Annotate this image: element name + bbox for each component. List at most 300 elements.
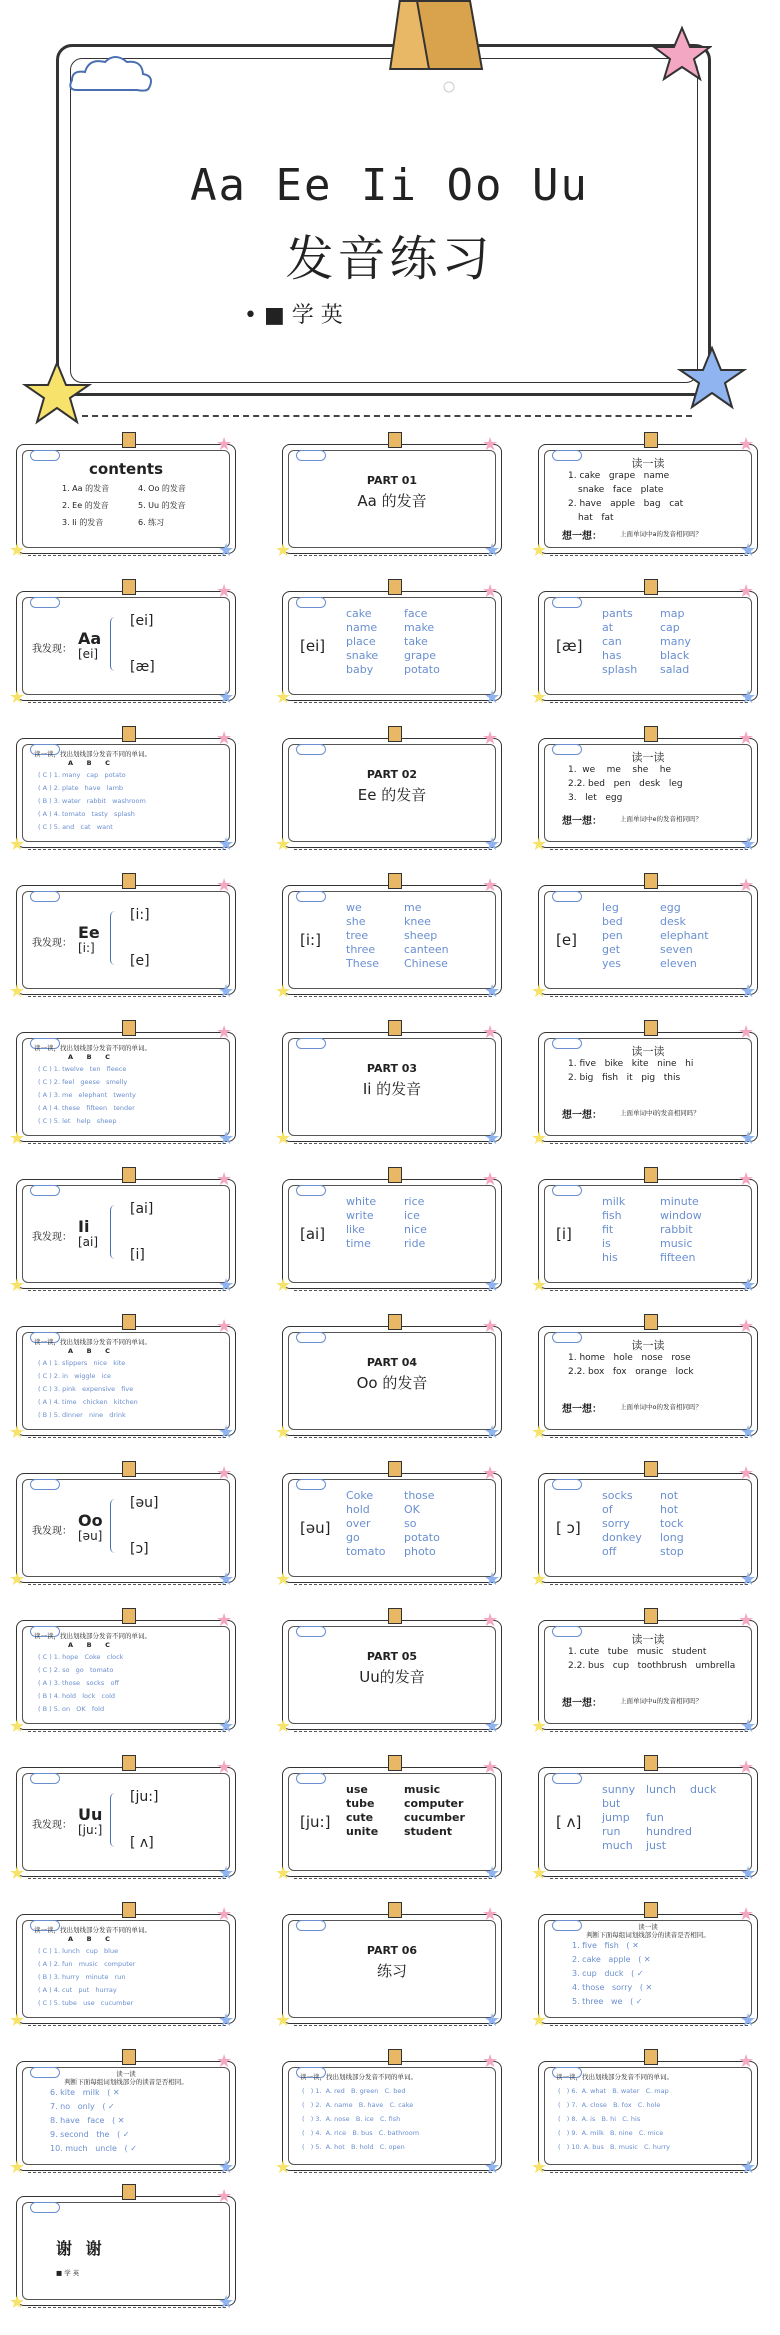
- word: fish: [602, 1209, 622, 1222]
- word: rabbit: [660, 1223, 693, 1236]
- bracket-shape: [110, 1499, 120, 1553]
- star-icon: ★: [216, 2186, 233, 2207]
- word: egg: [660, 901, 681, 914]
- star-icon: ★: [531, 981, 548, 1002]
- word: splash: [602, 663, 638, 676]
- star-icon: ★: [484, 2157, 501, 2178]
- discover-sound: [ju:]: [78, 1823, 103, 1837]
- slide-dashed-line: [28, 1731, 226, 1732]
- star-icon: ★: [275, 1569, 292, 1590]
- contents-item: 5. Uu 的发音: [138, 501, 186, 510]
- star-icon: ★: [740, 2157, 757, 2178]
- slide-dashed-line: [294, 1584, 492, 1585]
- slide-thumbnail[interactable]: [275, 581, 508, 710]
- slide-dashed-line: [28, 555, 226, 556]
- word: write: [346, 1209, 374, 1222]
- star-icon: ★: [738, 434, 755, 455]
- star-icon: ★: [738, 875, 755, 896]
- choose-row: ( A ) 1. slippers nice kite: [38, 1359, 126, 1367]
- choose-row: ( C ) 5. let help sheep: [38, 1117, 117, 1125]
- word: those: [404, 1489, 435, 1502]
- choose-row: ( ) 9. A. milk B. nine C. mice: [558, 2129, 664, 2137]
- star-icon: ★: [484, 2010, 501, 2031]
- contents-item: 2. Ee 的发音: [62, 501, 109, 510]
- slide-dashed-line: [294, 555, 492, 556]
- judge-row: 6. kite milk ( ✕: [50, 2088, 123, 2097]
- slide-thumbnail[interactable]: [275, 434, 508, 563]
- star-icon: ★: [218, 2157, 235, 2178]
- word: rice: [404, 1195, 425, 1208]
- star-icon: ★: [482, 1610, 499, 1631]
- cloud-icon: [296, 450, 326, 461]
- choose-columns: A B C: [68, 1053, 110, 1061]
- word: long: [660, 1531, 684, 1544]
- slide-dashed-line: [550, 1731, 748, 1732]
- word: his: [602, 1251, 618, 1264]
- slide-thumbnail[interactable]: [531, 1463, 764, 1592]
- slide-thumbnail[interactable]: [9, 1904, 242, 2033]
- word: tock: [660, 1517, 684, 1530]
- bracket-shape: [110, 1205, 120, 1259]
- thanks-title: 谢 谢: [56, 2239, 106, 2258]
- cloud-icon: [296, 1479, 326, 1490]
- cloud-icon: [552, 1185, 582, 1196]
- slide-thumbnail[interactable]: [531, 434, 764, 563]
- word: like: [346, 1223, 365, 1236]
- star-icon: ★: [740, 1863, 757, 1884]
- tape-clip-icon: [644, 726, 658, 742]
- slide-thumbnail[interactable]: [9, 434, 242, 563]
- choose-instruction: 读一读，找出划线部分发音不同的单词。: [34, 1926, 151, 1934]
- discover-letter: Uu: [78, 1805, 103, 1824]
- choose-row: ( C ) 2. feel geese smelly: [38, 1078, 128, 1086]
- star-icon: ★: [275, 1863, 292, 1884]
- word: jump: [602, 1811, 630, 1824]
- judge-row: 2. cake apple ( ✕: [572, 1955, 654, 1964]
- slide-thumbnail[interactable]: [9, 581, 242, 710]
- phonetic-symbol: [ ↄ]: [556, 1519, 581, 1537]
- slide-thumbnail[interactable]: [275, 1463, 508, 1592]
- slide-thumbnail[interactable]: [9, 1169, 242, 1298]
- star-icon: ★: [531, 834, 548, 855]
- tape-clip-icon: [388, 726, 402, 742]
- star-icon: ★: [216, 1022, 233, 1043]
- choose-row: ( ) 1. A. red B. green C. bed: [302, 2087, 406, 2095]
- word: white: [346, 1195, 377, 1208]
- slide-dashed-line: [28, 1143, 226, 1144]
- cloud-icon: [552, 891, 582, 902]
- slide-thumbnail[interactable]: [531, 1904, 764, 2033]
- slide-dashed-line: [28, 2025, 226, 2026]
- cloud-icon: [552, 1479, 582, 1490]
- slide-thumbnail[interactable]: [275, 1022, 508, 1151]
- choose-row: ( C ) 1. hope Coke clock: [38, 1653, 124, 1661]
- think-label: 想一想：: [562, 531, 602, 542]
- think-label: 想一想：: [562, 1110, 602, 1121]
- star-icon: ★: [740, 1275, 757, 1296]
- star-icon: ★: [216, 1316, 233, 1337]
- word: off: [602, 1545, 617, 1558]
- star-icon: ★: [738, 1904, 755, 1925]
- star-icon: ★: [531, 687, 548, 708]
- word: tube: [346, 1797, 375, 1810]
- slide-dashed-line: [550, 1143, 748, 1144]
- star-icon: ★: [738, 1463, 755, 1484]
- word: run: [602, 1825, 621, 1838]
- read-line: 1. five bike kite nine hi: [568, 1059, 694, 1069]
- slide-thumbnail[interactable]: [531, 1757, 764, 1886]
- slide-dashed-line: [294, 1290, 492, 1291]
- word: music: [404, 1783, 441, 1796]
- word: cap: [660, 621, 680, 634]
- tape-clip-icon: [388, 432, 402, 448]
- tape-clip-icon: [122, 726, 136, 742]
- bracket-shape: [110, 911, 120, 965]
- read-line: 1. home hole nose rose: [568, 1353, 691, 1363]
- star-icon: ★: [218, 1863, 235, 1884]
- tape-clip-icon: [122, 873, 136, 889]
- star-icon: ★: [275, 2157, 292, 2178]
- choose-row: ( ) 10. A. bus B. music C. hurry: [558, 2143, 671, 2151]
- star-icon: ★: [484, 1422, 501, 1443]
- judge-row: 1. five fish ( ✕: [572, 1941, 642, 1950]
- phonetic-symbol: [æ]: [556, 637, 583, 655]
- star-icon: ★: [275, 834, 292, 855]
- tape-clip-icon: [122, 2049, 136, 2065]
- star-icon: ★: [275, 1275, 292, 1296]
- cloud-icon: [30, 1773, 60, 1784]
- read-title: 读一读: [631, 457, 665, 470]
- slide-thumbnail[interactable]: [275, 1757, 508, 1886]
- word: tomato: [346, 1545, 386, 1558]
- tape-clip-icon: [122, 1020, 136, 1036]
- star-icon: ★: [9, 834, 26, 855]
- slide-thumbnail[interactable]: [531, 581, 764, 710]
- star-icon: ★: [531, 1275, 548, 1296]
- slide-dashed-line: [550, 702, 748, 703]
- contents-item: 4. Oo 的发音: [138, 484, 186, 493]
- discover-sound-2: [ↄ]: [130, 1541, 149, 1557]
- part-label: PART 01: [366, 474, 418, 487]
- star-icon: ★: [216, 875, 233, 896]
- star-icon: ★: [275, 687, 292, 708]
- word: OK: [404, 1503, 420, 1516]
- choose-row: ( C ) 2. in wiggle ice: [38, 1372, 111, 1380]
- tape-clip-icon: [122, 1461, 136, 1477]
- slide-thumbnail[interactable]: [531, 1316, 764, 1445]
- judge-title: 读一读: [116, 2070, 136, 2078]
- star-icon: ★: [484, 540, 501, 561]
- star-icon: ★: [275, 540, 292, 561]
- slide-dashed-line: [550, 1437, 748, 1438]
- slide-thumbnail[interactable]: [531, 875, 764, 1004]
- word: hold: [346, 1503, 370, 1516]
- discover-label: 我发现：: [32, 1820, 72, 1831]
- star-icon: ★: [218, 1569, 235, 1590]
- cloud-icon: [296, 891, 326, 902]
- phonetic-symbol: [ai]: [300, 1225, 326, 1243]
- slide-dashed-line: [294, 2172, 492, 2173]
- star-icon: ★: [482, 1169, 499, 1190]
- star-icon: ★: [216, 1610, 233, 1631]
- slide-thumbnail[interactable]: [9, 728, 242, 857]
- word: sorry: [602, 1517, 630, 1530]
- slide-thumbnail[interactable]: [9, 2051, 242, 2180]
- star-icon: [677, 345, 747, 410]
- slide-thumbnail[interactable]: [275, 2051, 508, 2180]
- choose-instruction: 读一读，找出划线部分发音不同的单词。: [34, 1632, 151, 1640]
- cloud-icon: [30, 597, 60, 608]
- part-name: Aa 的发音: [357, 492, 427, 510]
- discover-letter: Ii: [78, 1217, 90, 1236]
- discover-sound-2: [æ]: [130, 659, 155, 675]
- read-title: 读一读: [631, 751, 665, 764]
- slide-dashed-line: [28, 2307, 226, 2308]
- slide-thumbnail[interactable]: [275, 1316, 508, 1445]
- read-line: 1. we me she he: [568, 765, 672, 775]
- cloud-icon: [296, 1920, 326, 1931]
- read-title: 读一读: [631, 1045, 665, 1058]
- word: at: [602, 621, 614, 634]
- word: music: [660, 1237, 693, 1250]
- cloud-icon: [442, 80, 456, 94]
- star-icon: ★: [216, 1169, 233, 1190]
- word: fit: [602, 1223, 614, 1236]
- star-icon: ★: [531, 540, 548, 561]
- cloud-icon: [30, 2202, 60, 2213]
- read-line: 2. big fish it pig this: [568, 1073, 681, 1083]
- star-icon: ★: [218, 981, 235, 1002]
- word: tree: [346, 929, 369, 942]
- slide-inner-frame: [22, 2202, 230, 2300]
- word: has: [602, 649, 622, 662]
- judge-row: 7. no only ( ✓: [50, 2102, 118, 2111]
- star-icon: ★: [218, 1128, 235, 1149]
- read-title: 读一读: [631, 1633, 665, 1646]
- slide-thumbnail[interactable]: [9, 1463, 242, 1592]
- judge-row: 5. three we ( ✓: [572, 1997, 645, 2006]
- slide-thumbnail[interactable]: [275, 1169, 508, 1298]
- tape-clip-icon: [416, 0, 483, 70]
- discover-sound: [əu]: [78, 1529, 103, 1543]
- slide-thumbnail[interactable]: [275, 1610, 508, 1739]
- star-icon: ★: [9, 1275, 26, 1296]
- word: cute: [346, 1811, 374, 1824]
- tape-clip-icon: [122, 2184, 136, 2200]
- star-icon: ★: [738, 581, 755, 602]
- word: face: [404, 607, 428, 620]
- cloud-icon: [296, 1773, 326, 1784]
- word: cake: [346, 607, 372, 620]
- choose-columns: A B C: [68, 759, 110, 767]
- phonetic-symbol: [ju:]: [300, 1813, 331, 1831]
- tape-clip-icon: [388, 579, 402, 595]
- star-icon: ★: [275, 1128, 292, 1149]
- think-label: 想一想：: [562, 1404, 602, 1415]
- choose-row: ( C ) 2. so go tomato: [38, 1666, 114, 1674]
- tape-clip-icon: [122, 1608, 136, 1624]
- star-icon: ★: [484, 1716, 501, 1737]
- contents-item: 6. 练习: [138, 518, 165, 527]
- star-icon: ★: [531, 1128, 548, 1149]
- star-icon: ★: [9, 540, 26, 561]
- slide-inner-frame: [544, 1185, 752, 1283]
- slide-thumbnail[interactable]: [531, 2051, 764, 2180]
- tape-clip-icon: [388, 1608, 402, 1624]
- tape-clip-icon: [122, 432, 136, 448]
- slide-thumbnail[interactable]: [531, 1022, 764, 1151]
- star-icon: ★: [484, 834, 501, 855]
- star-icon: ★: [275, 1716, 292, 1737]
- cover-slide[interactable]: [22, 30, 757, 425]
- tape-clip-icon: [644, 1755, 658, 1771]
- slide-dashed-line: [28, 1437, 226, 1438]
- star-icon: ★: [484, 1275, 501, 1296]
- word: black: [660, 649, 690, 662]
- slide-dashed-line: [294, 1731, 492, 1732]
- word: minute: [660, 1195, 699, 1208]
- choose-instruction: 读一读，找出划线部分发音不同的单词。: [34, 1044, 151, 1052]
- slide-thumbnail[interactable]: [275, 1904, 508, 2033]
- star-icon: ★: [484, 1569, 501, 1590]
- tape-clip-icon: [644, 1020, 658, 1036]
- word: not: [660, 1489, 679, 1502]
- choose-row: ( C ) 1. many cap potato: [38, 771, 126, 779]
- star-icon: ★: [9, 1569, 26, 1590]
- word: bed: [602, 915, 623, 928]
- discover-sound: [ei]: [78, 647, 99, 661]
- star-icon: ★: [9, 687, 26, 708]
- slide-thumbnail[interactable]: [9, 1610, 242, 1739]
- star-icon: ★: [740, 1716, 757, 1737]
- choose-row: ( C ) 5. tube use cucumber: [38, 1999, 134, 2007]
- star-icon: ★: [738, 2051, 755, 2072]
- slide-thumbnail[interactable]: [531, 1169, 764, 1298]
- slide-dashed-line: [28, 1878, 226, 1879]
- slide-thumbnail[interactable]: [9, 875, 242, 1004]
- choose-instruction: 读一读，找出划线部分发音不同的单词。: [300, 2073, 417, 2081]
- word: nice: [404, 1223, 427, 1236]
- discover-sound-1: [ju:]: [130, 1789, 159, 1805]
- star-icon: ★: [531, 1422, 548, 1443]
- cloud-icon: [296, 597, 326, 608]
- tape-clip-icon: [388, 1314, 402, 1330]
- tape-clip-icon: [644, 579, 658, 595]
- star-icon: ★: [218, 1716, 235, 1737]
- contents-item: 1. Aa 的发音: [62, 484, 110, 493]
- cover-subtitle: 发音练习: [285, 231, 494, 287]
- tape-clip-icon: [644, 873, 658, 889]
- word: we: [346, 901, 362, 914]
- word: many: [660, 635, 691, 648]
- choose-row: ( ) 8. A. is B. hi C. his: [558, 2115, 641, 2123]
- phonetic-symbol: [i]: [556, 1225, 572, 1243]
- slide-dashed-line: [28, 996, 226, 997]
- tape-clip-icon: [122, 1902, 136, 1918]
- word: use: [346, 1783, 368, 1796]
- tape-clip-icon: [122, 579, 136, 595]
- choose-instruction: 读一读，找出划线部分发音不同的单词。: [34, 1338, 151, 1346]
- star-icon: ★: [482, 1463, 499, 1484]
- cloud-icon: [30, 1185, 60, 1196]
- read-line: hat fat: [578, 513, 614, 523]
- word: salad: [660, 663, 690, 676]
- slide-thumbnail[interactable]: [531, 1610, 764, 1739]
- choose-row: ( B ) 4. hold lock cold: [38, 1692, 116, 1700]
- star-icon: ★: [482, 1757, 499, 1778]
- word: name: [346, 621, 378, 634]
- word: cucumber: [404, 1811, 465, 1824]
- judge-row: 8. have face ( ✕: [50, 2116, 128, 2125]
- word: eleven: [660, 957, 697, 970]
- word: leg: [602, 901, 619, 914]
- choose-columns: A B C: [68, 1641, 110, 1649]
- choose-row: ( B ) 3. water rabbit washroom: [38, 797, 146, 805]
- word: time: [346, 1237, 371, 1250]
- slide-thumbnail[interactable]: [9, 2186, 242, 2315]
- word: baby: [346, 663, 374, 676]
- think-hint: 上面单词中e的发音相同吗？: [620, 815, 702, 823]
- choose-row: ( B ) 3. hurry minute run: [38, 1973, 126, 1981]
- discover-letter: Oo: [78, 1511, 103, 1530]
- cloud-icon: [67, 50, 157, 100]
- bracket-shape: [110, 1793, 120, 1847]
- word: window: [660, 1209, 702, 1222]
- choose-row: ( A ) 4. cut put hurray: [38, 1986, 117, 1994]
- discover-sound: [ai]: [78, 1235, 99, 1249]
- slide-dashed-line: [550, 1878, 748, 1879]
- star-icon: ★: [218, 540, 235, 561]
- slide-thumbnail[interactable]: [9, 1022, 242, 1151]
- star-icon: ★: [482, 1904, 499, 1925]
- choose-columns: A B C: [68, 1347, 110, 1355]
- slide-thumbnail[interactable]: [9, 1757, 242, 1886]
- judge-instruction: 判断下面每组词划线部分的读音是否相同。: [586, 1931, 710, 1939]
- slide-dashed-line: [550, 1290, 748, 1291]
- word: just: [646, 1839, 667, 1852]
- word: but: [602, 1797, 621, 1810]
- slide-dashed-line: [28, 1290, 226, 1291]
- choose-row: ( B ) 5. on OK fold: [38, 1705, 105, 1713]
- slide-thumbnail[interactable]: [275, 875, 508, 1004]
- star-icon: ★: [531, 1716, 548, 1737]
- choose-row: ( A ) 3. those socks off: [38, 1679, 119, 1687]
- slide-thumbnail[interactable]: [275, 728, 508, 857]
- cover-author: • ■ 学 英: [244, 303, 343, 328]
- word: get: [602, 943, 621, 956]
- word: me: [404, 901, 422, 914]
- star-icon: ★: [482, 434, 499, 455]
- word: three: [346, 943, 376, 956]
- tape-clip-icon: [644, 1167, 658, 1183]
- part-label: PART 04: [366, 1356, 418, 1369]
- star-icon: ★: [738, 1022, 755, 1043]
- star-icon: ★: [740, 834, 757, 855]
- slide-thumbnail[interactable]: [531, 728, 764, 857]
- star-icon: ★: [216, 728, 233, 749]
- word: take: [404, 635, 428, 648]
- word: of: [602, 1503, 613, 1516]
- choose-row: ( C ) 5. and cat want: [38, 823, 113, 831]
- slide-thumbnail[interactable]: [9, 1316, 242, 1445]
- word: make: [404, 621, 435, 634]
- star-icon: ★: [740, 540, 757, 561]
- star-icon: ★: [218, 687, 235, 708]
- word: go: [346, 1531, 360, 1544]
- discover-label: 我发现：: [32, 1232, 72, 1243]
- tape-clip-icon: [388, 1167, 402, 1183]
- judge-row: 10. much uncle ( ✓: [50, 2144, 140, 2153]
